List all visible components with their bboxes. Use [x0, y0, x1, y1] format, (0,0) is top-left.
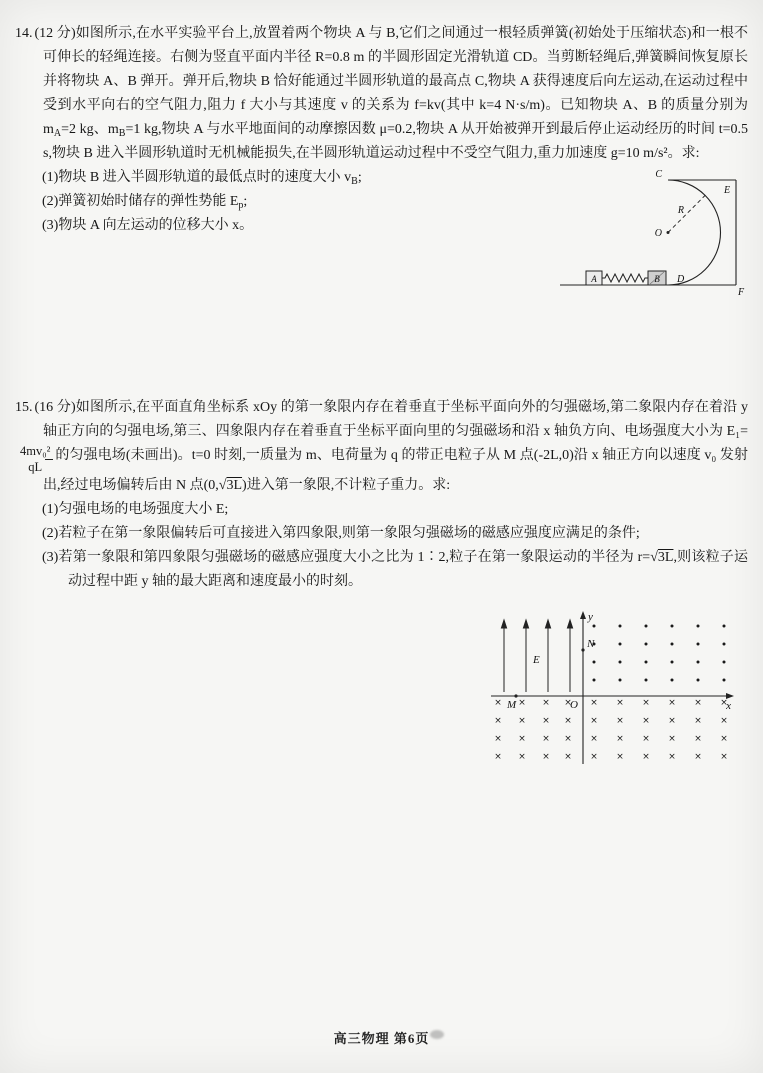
label-n: N	[587, 638, 595, 650]
label-block-b: B	[654, 274, 660, 284]
point-m-dot	[514, 694, 517, 697]
problem-15-number: 15.	[15, 400, 33, 415]
svg-text:×: ×	[642, 716, 650, 726]
semicircle-track	[668, 180, 721, 285]
svg-text:×: ×	[590, 698, 598, 708]
label-o: O	[654, 228, 662, 239]
problem-14-body: (12 分)如图所示,在水平实验平台上,放置着两个物块 A 与 B,它们之间通过一根轻质弹簧(初始处于压缩状态)和一根不可伸长的轻绳连接。右侧为竖直平面内半径 R=0.8 m 的半圆形固定光滑轨道 CD。当剪断轻绳后,弹簧瞬间恢复原长并将物块 A、B 弹开。弹开后,物块 B 恰好能通过半圆形轨道的最高点 C,物块 A 获得速度后向左运动,在运动过程中受到水平向右的空气阻力,阻力 f 大小与其速度 v 的关系为 f=kv(其中 k=4 N·s/m)。已知物块 A、B 的质量分别为 $m_A=2$ kg、$m_B=1$ kg,物块 A 与水平地面间的动摩擦因数 μ=0.2,物块 A 从开始被弹开到最后停止运动经历的时间 t=0.5 s,物块 B 进入半圆形轨道时无机械能损失,在半圆形轨道运动过程中不受空气阻力,重力加速度 g=10 m/s²。求:	[34, 26, 748, 161]
label-m: M	[507, 699, 517, 711]
svg-text:×: ×	[494, 716, 502, 726]
svg-text:×: ×	[494, 752, 502, 762]
problem-14-questions	[15, 166, 550, 238]
problem-14-number: 14.	[15, 26, 33, 41]
label-e-field: E	[533, 654, 540, 666]
label-c: C	[655, 169, 662, 180]
problem-14-q2: (2)弹簧初始时储存的弹性势能 $E_p$;	[42, 194, 248, 211]
svg-text:×: ×	[694, 716, 702, 726]
field-in-crosses-q3	[494, 698, 572, 762]
svg-text:×: ×	[642, 698, 650, 708]
problem-15-statement	[15, 396, 748, 498]
label-block-a: A	[591, 274, 597, 284]
problem-15-body: (16 分)如图所示,在平面直角坐标系 xOy 的第一象限内存在着垂直于坐标平面向外的匀强磁场,第二象限内存在着沿 y 轴正方向的匀强电场,第三、四象限内存在着垂直于坐标平面向里的匀强磁场和沿 x 轴负方向、电场强度大小为 E₁= $\frac{\text{4mv₀²}}{qL}$ 的匀强电场(未画出)。t=0 时刻,一质量为 m、电荷量为 q 的带正电粒子从 M 点(-2L,0)沿 x 轴正方向以速度 v₀ 发射出,经过电场偏转后由 N 点(0,√3L)进入第一象限,不计粒子重力。求:	[20, 400, 748, 493]
svg-text:×: ×	[642, 752, 650, 762]
svg-text:×: ×	[518, 698, 526, 708]
svg-text:×: ×	[668, 698, 676, 708]
svg-text:×: ×	[542, 734, 550, 744]
svg-text:×: ×	[518, 716, 526, 726]
svg-text:×: ×	[668, 752, 676, 762]
svg-text:×: ×	[642, 734, 650, 744]
svg-text:×: ×	[720, 698, 728, 708]
problem-14-q3: (3)物块 A 向左运动的位移大小 x。	[42, 218, 254, 233]
svg-text:×: ×	[590, 716, 598, 726]
problem-15-q2: (2)若粒子在第一象限偏转后可直接进入第四象限,则第一象限匀强磁场的磁感应强度应满足的条件;	[42, 526, 640, 541]
label-y-axis: y	[588, 611, 593, 623]
svg-text:×: ×	[542, 698, 550, 708]
problem-15-q1: (1)匀强电场的电场强度大小 E;	[42, 502, 229, 517]
problem-14	[15, 22, 748, 296]
svg-text:×: ×	[668, 716, 676, 726]
svg-text:×: ×	[494, 698, 502, 708]
scan-smudge	[430, 1030, 444, 1039]
point-n-dot	[581, 648, 584, 651]
page-footer: 高三物理 第6页	[333, 1031, 430, 1046]
label-x-axis: x	[726, 700, 731, 712]
svg-text:×: ×	[564, 698, 572, 708]
svg-text:×: ×	[494, 734, 502, 744]
problem-14-questions-row	[15, 166, 748, 296]
problem15-figure	[488, 608, 738, 770]
problem14-figure	[558, 168, 748, 296]
svg-text:×: ×	[518, 734, 526, 744]
problem-15	[15, 396, 748, 770]
svg-text:×: ×	[564, 752, 572, 762]
label-f: F	[738, 287, 745, 296]
svg-text:×: ×	[668, 734, 676, 744]
svg-text:×: ×	[518, 752, 526, 762]
problem-14-statement	[15, 22, 748, 166]
svg-text:×: ×	[616, 734, 624, 744]
svg-text:×: ×	[694, 752, 702, 762]
svg-text:×: ×	[720, 734, 728, 744]
radius-dashed-line	[668, 196, 705, 233]
label-r: R	[677, 205, 684, 216]
problem-15-q3: (3)若第一象限和第四象限匀强磁场的磁感应强度大小之比为 1∶2,粒子在第一象限运动的半径为 r=√3L,则该粒子运动过程中距 y 轴的最大距离和速度最小的时刻。	[42, 550, 749, 589]
svg-text:×: ×	[590, 734, 598, 744]
svg-text:×: ×	[694, 734, 702, 744]
label-d: D	[677, 274, 685, 285]
label-e: E	[724, 185, 731, 196]
circle-center-dot	[667, 231, 670, 234]
svg-text:×: ×	[720, 752, 728, 762]
field-in-crosses-q4	[590, 698, 728, 762]
svg-text:×: ×	[616, 752, 624, 762]
spring-icon	[602, 274, 648, 282]
y-axis-arrowhead	[580, 611, 586, 619]
field-out-dots	[593, 625, 726, 682]
svg-text:×: ×	[564, 716, 572, 726]
svg-text:×: ×	[616, 716, 624, 726]
svg-text:×: ×	[564, 734, 572, 744]
svg-text:×: ×	[694, 698, 702, 708]
label-origin: O	[570, 699, 578, 711]
svg-text:×: ×	[542, 716, 550, 726]
problem-14-q1: (1)物块 B 进入半圆形轨道的最低点时的速度大小 $v_B$;	[42, 170, 362, 187]
svg-text:×: ×	[542, 752, 550, 762]
svg-text:×: ×	[720, 716, 728, 726]
svg-text:×: ×	[590, 752, 598, 762]
svg-text:×: ×	[616, 698, 624, 708]
